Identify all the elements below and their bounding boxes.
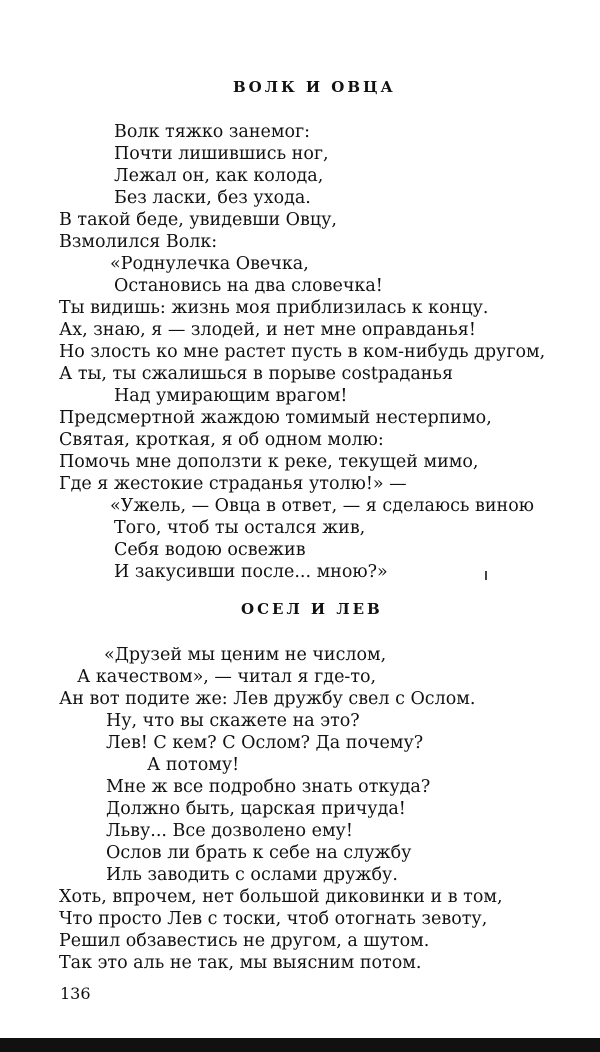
poem-line: Решил обзавестись не другом, а шутом. xyxy=(59,931,430,951)
poem-line: Хоть, впрочем, нет большой диковинки и в том, xyxy=(59,887,503,907)
poem-line: Должно быть, царская причуда! xyxy=(106,799,406,819)
poem-line: Иль заводить с ослами дружбу. xyxy=(106,865,398,885)
poem-line: Над умирающим врагом! xyxy=(114,386,348,406)
poem-line: Лев! С кем? С Ослом? Да почему? xyxy=(106,733,424,753)
poem-line: А потому! xyxy=(147,755,240,775)
poem-line: Где я жестокие страданья утолю!» — xyxy=(59,474,407,494)
poem-line: «Роднулечка Овечка, xyxy=(110,254,309,274)
poem-line: Ну, что вы скажете на это? xyxy=(106,711,360,731)
poem-line: Того, чтоб ты остался жив, xyxy=(114,518,366,538)
poem-line: Мне ж все подробно знать откуда? xyxy=(106,777,431,797)
poem-line: Ан вот подите же: Лев дружбу свел с Ослом. xyxy=(59,689,476,709)
poem-line: Лежал он, как колода, xyxy=(114,166,324,186)
poem-line: Что просто Лев с тоски, чтоб отогнать зевоту, xyxy=(59,909,488,929)
poem-line: А ты, ты сжалишься в порыве сostраданья xyxy=(59,364,453,384)
poem-line: Ослов ли брать к себе на службу xyxy=(106,843,412,863)
poem-line: Но злость ко мне растет пусть в ком-нибудь другом, xyxy=(59,342,546,362)
poem-line: Ты видишь: жизнь моя приблизилась к концу. xyxy=(59,298,489,318)
poem-line: Так это аль не так, мы выясним потом. xyxy=(59,953,422,973)
poem-line: Без ласки, без ухода. xyxy=(114,188,311,208)
scan-edge xyxy=(0,1038,600,1052)
poem-line: Святая, кроткая, я об одном молю: xyxy=(59,430,384,450)
poem-line: Помочь мне доползти к реке, текущей мимо, xyxy=(59,452,479,472)
ink-mark xyxy=(485,571,487,580)
poem-title-wolf-and-sheep: ВОЛК И ОВЦА xyxy=(233,78,396,96)
poem-line: И закусивши после... мною?» xyxy=(114,562,388,582)
poem-line: В такой беде, увидевши Овцу, xyxy=(59,210,337,230)
poem-line: А качеством», — читал я где-то, xyxy=(77,667,377,687)
poem-line: Ах, знаю, я — злодей, и нет мне оправданья! xyxy=(59,320,476,340)
poem-line: Себя водою освежив xyxy=(114,540,306,560)
poem-line: Льву... Все дозволено ему! xyxy=(106,821,353,841)
poem-line: Волк тяжко занемог: xyxy=(114,122,311,142)
poem-line: «Ужель, — Овца в ответ, — я сделаюсь виною xyxy=(110,496,534,516)
poem-line: Взмолился Волк: xyxy=(59,232,218,252)
poem-line: «Друзей мы ценим не числом, xyxy=(104,645,387,665)
poem-line: Остановись на два словечка! xyxy=(114,276,383,296)
poem-line: Предсмертной жаждою томимый нестерпимо, xyxy=(59,408,492,428)
poem-title-donkey-and-lion: ОСЕЛ И ЛЕВ xyxy=(241,600,383,618)
poem-line: Почти лишившись ног, xyxy=(114,144,329,164)
page-number: 136 xyxy=(60,984,91,1003)
